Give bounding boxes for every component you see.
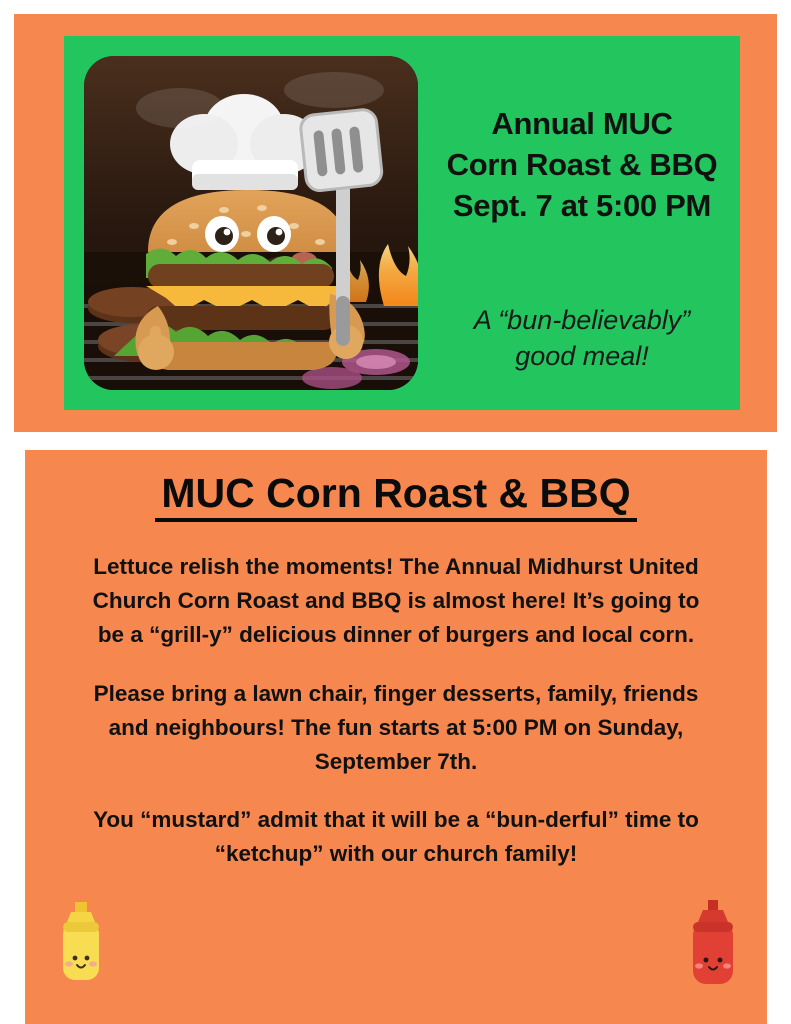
poster-tagline (432, 302, 732, 375)
burger-chef-image (84, 56, 418, 390)
mustard-bottle-icon (55, 900, 107, 986)
details-panel (25, 450, 767, 1024)
paragraph-2: Please bring a lawn chair, finger desserts, family, friends and neighbours! The fun starts at 5:00 PM on Sunday, September 7th. (93, 680, 699, 774)
green-header-panel (64, 36, 740, 410)
tagline-line-2: good meal! (515, 341, 649, 372)
headline-line-1: Annual MUC (491, 106, 673, 141)
ketchup-bottle-icon (685, 898, 741, 990)
body-copy (77, 550, 715, 872)
poster-headline (432, 104, 732, 227)
page-title (25, 470, 767, 517)
top-banner (14, 14, 777, 432)
headline-line-2: Corn Roast & BBQ (446, 146, 718, 182)
paragraph-3: You “mustard” admit that it will be a “bun-derful” time to “ketchup” with our church family! (93, 807, 699, 867)
headline-line-3: Sept. 7 at 5:00 PM (452, 187, 712, 223)
paragraph-1: Lettuce relish the moments! The Annual Midhurst United Church Corn Roast and BBQ is almost here! It’s going to be a “grill-y” delicious dinner of burgers and local corn. (92, 554, 700, 648)
page-title-text: MUC Corn Roast & BBQ (155, 470, 636, 522)
tagline-line-1: A “bun-believably” (473, 305, 691, 335)
